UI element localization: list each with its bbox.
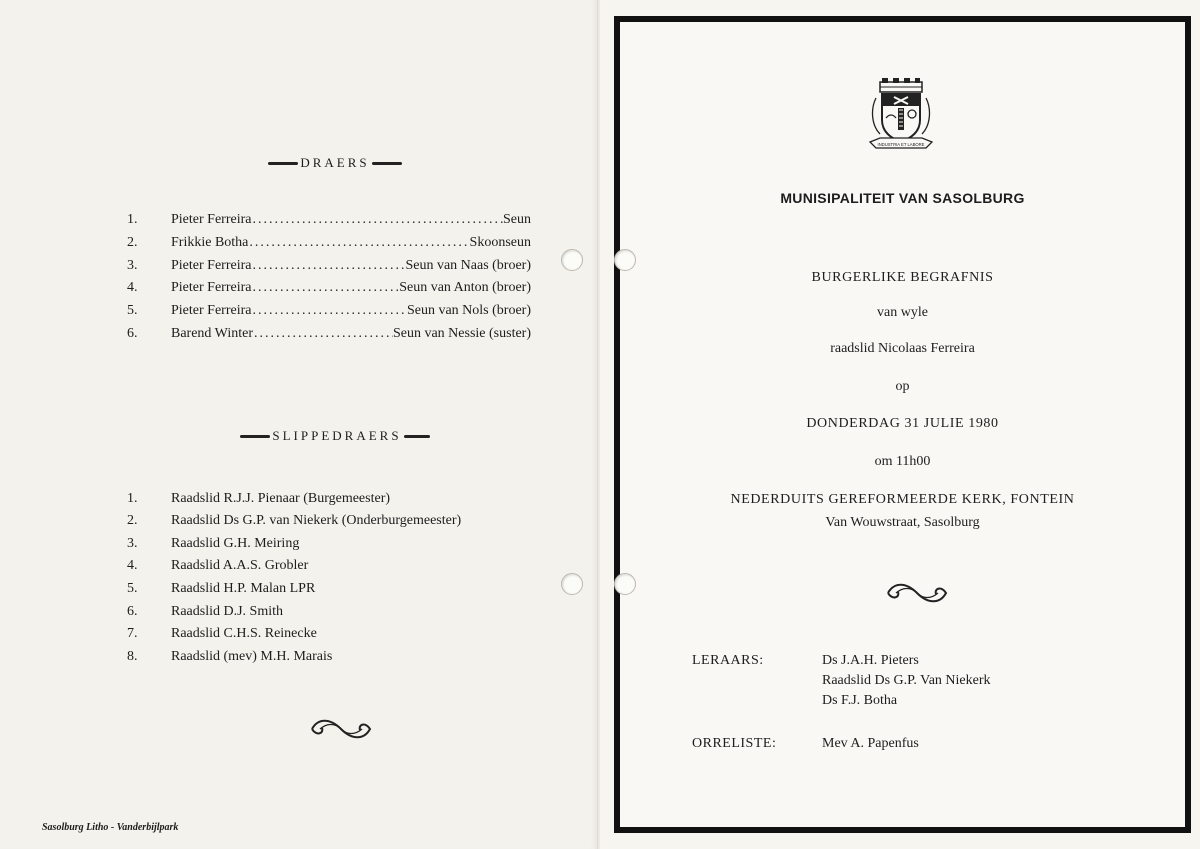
orreliste-label: ORRELISTE: (692, 736, 777, 751)
funeral-date: DONDERDAG 31 JULIE 1980 (806, 416, 999, 431)
coat-of-arms-icon (866, 76, 936, 154)
church-name: NEDERDUITS GEREFORMEERDE KERK, FONTEIN (730, 492, 1075, 507)
punch-hole (614, 573, 636, 595)
leraar-name: Raadslid Ds G.P. Van Niekerk (822, 673, 991, 688)
punch-hole (561, 573, 583, 595)
list-item: 2. Frikkie Botha ..... Skoonseun (127, 232, 531, 254)
orreliste-name: Mev A. Papenfus (822, 736, 919, 751)
list-item: 8. Raadslid (mev) M.H. Marais (127, 649, 333, 664)
list-item: 1. Raadslid R.J.J. Pienaar (Burgemeester) (127, 491, 391, 506)
list-item: 3. Pieter Ferreira ..... Seun van Naas (broer) (127, 255, 531, 277)
op-text: op (895, 379, 910, 394)
church-address: Van Wouwstraat, Sasolburg (825, 515, 980, 530)
list-item: 4. Raadslid A.A.S. Grobler (127, 558, 309, 573)
leraars-label: LERAARS: (692, 653, 764, 668)
flourish-ornament-icon (884, 580, 950, 606)
punch-hole (561, 249, 583, 271)
list-item: 5. Pieter Ferreira ..... Seun van Nols (broer) (127, 300, 531, 322)
municipality-title: MUNISIPALITEIT VAN SASOLBURG (780, 190, 1025, 206)
leraar-name: Ds J.A.H. Pieters (822, 653, 919, 668)
list-item: 4. Pieter Ferreira ..... Seun van Anton (broer) (127, 277, 531, 299)
printer-credit: Sasolburg Litho - Vanderbijlpark (42, 822, 179, 833)
list-item: 1. Pieter Ferreira ..... Seun (127, 209, 531, 231)
draers-heading: DRAERS (0, 154, 670, 171)
left-page (0, 0, 598, 849)
list-item: 6. Raadslid D.J. Smith (127, 604, 284, 619)
leraar-name: Ds F.J. Botha (822, 693, 898, 708)
list-item: 5. Raadslid H.P. Malan LPR (127, 581, 316, 596)
list-item: 7. Raadslid C.H.S. Reinecke (127, 626, 317, 641)
ceremony-title: BURGERLIKE BEGRAFNIS (811, 270, 994, 285)
list-item: 3. Raadslid G.H. Meiring (127, 536, 300, 551)
svg-text:INDUSTRIA ET LABORE: INDUSTRIA ET LABORE (877, 142, 925, 147)
punch-hole (614, 249, 636, 271)
flourish-ornament-icon (308, 716, 374, 742)
funeral-time: om 11h00 (874, 454, 931, 469)
list-item: 2. Raadslid Ds G.P. van Niekerk (Onderburgemeester) (127, 513, 462, 528)
van-wyle-text: van wyle (877, 305, 928, 320)
deceased-name: raadslid Nicolaas Ferreira (830, 341, 975, 356)
list-item: 6. Barend Winter ..... Seun van Nessie (suster) (127, 323, 531, 345)
slippedraers-heading: SLIPPEDRAERS (0, 427, 670, 444)
